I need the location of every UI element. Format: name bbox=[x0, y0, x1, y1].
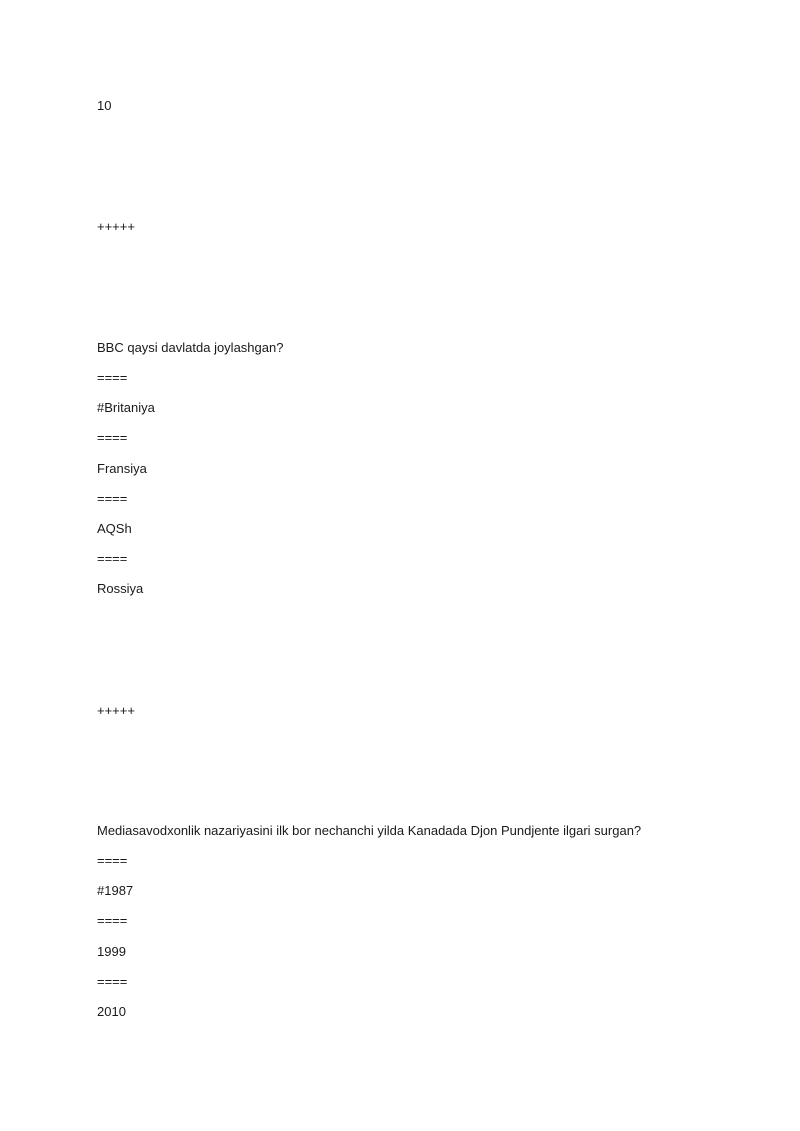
question-text: BBC qaysi davlatda joylashgan? bbox=[97, 340, 284, 355]
option-separator: ==== bbox=[97, 913, 128, 928]
question-separator: +++++ bbox=[97, 703, 135, 718]
option-separator: ==== bbox=[97, 853, 128, 868]
previous-answer-text: 10 bbox=[97, 98, 112, 113]
answer-option: 2010 bbox=[97, 1004, 126, 1019]
answer-option: Fransiya bbox=[97, 461, 147, 476]
answer-option: AQSh bbox=[97, 521, 132, 536]
question-text: Mediasavodxonlik nazariyasini ilk bor nechanchi yilda Kanadada Djon Pundjente ilgari surgan? bbox=[97, 823, 642, 838]
option-separator: ==== bbox=[97, 430, 128, 445]
question-separator: +++++ bbox=[97, 219, 135, 234]
answer-option: 1999 bbox=[97, 944, 126, 959]
answer-option-correct: #1987 bbox=[97, 883, 134, 898]
option-separator: ==== bbox=[97, 974, 128, 989]
option-separator: ==== bbox=[97, 551, 128, 566]
answer-option-correct: #Britaniya bbox=[97, 400, 155, 415]
answer-option: Rossiya bbox=[97, 581, 144, 596]
option-separator: ==== bbox=[97, 491, 128, 506]
option-separator: ==== bbox=[97, 370, 128, 385]
